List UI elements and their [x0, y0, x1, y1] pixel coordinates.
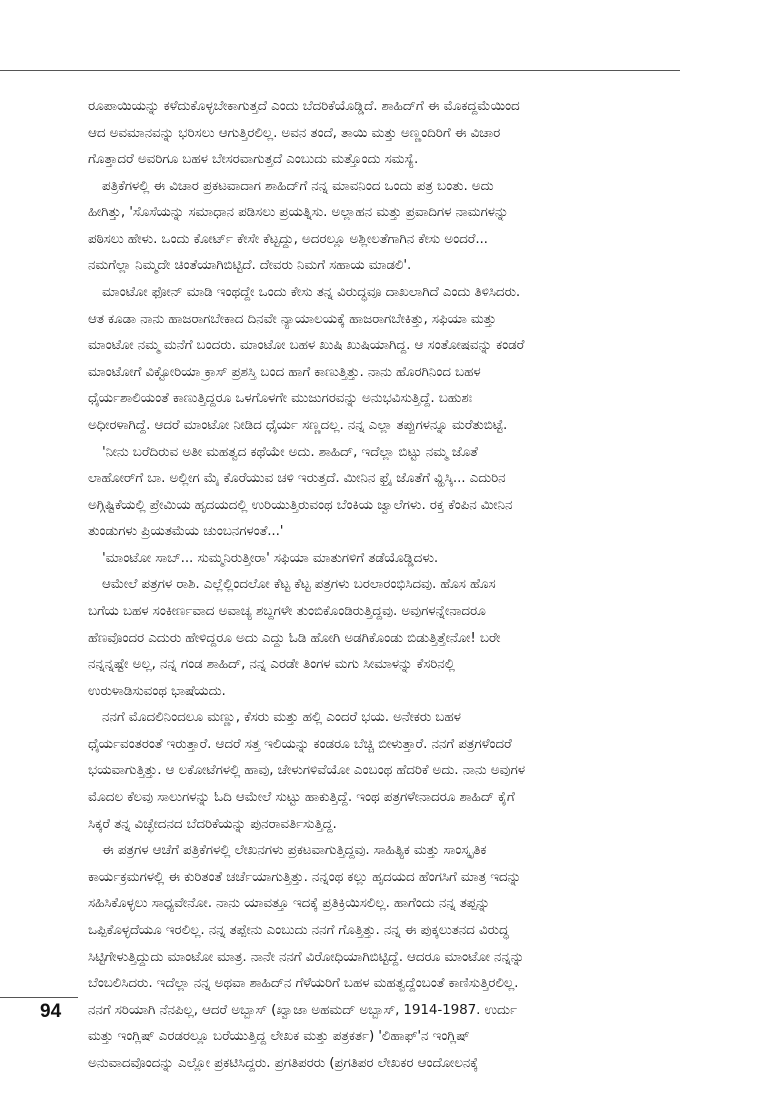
text-line: ಸಿಕ್ಕರೆ ತನ್ನ ವಿಚ್ಛೇದನದ ಬೆದರಿಕೆಯನ್ನು ಪುನರಾವರ್ತಿಸುತ್ತಿದ್ದ.: [88, 815, 337, 832]
text-line: ಮತ್ತು ಇಂಗ್ಲಿಷ್ ಎರಡರಲ್ಲೂ ಬರೆಯುತ್ತಿದ್ದ ಲೇಖಕ ಮತ್ತು ಪತ್ರಕರ್ತ) 'ಲಿಹಾಫ್'ನ ಇಂಗ್ಲಿಷ್: [88, 1028, 470, 1045]
text-line: ನನಗೆ ಸರಿಯಾಗಿ ನೆನಪಿಲ್ಲ, ಆದರೆ ಅಬ್ಬಾಸ್ (ಖ್ವಾಜಾ ಅಹಮದ್ ಅಬ್ಬಾಸ್, 1914-1987. ಉರ್ದು: [88, 1001, 517, 1018]
text-line: ಬಗೆಯ ಬಹಳ ಸಂಕೀರ್ಣವಾದ ಅವಾಚ್ಯ ಶಬ್ದಗಳೇ ತುಂಬಿಕೊಂಡಿರುತ್ತಿದ್ದವು. ಅವುಗಳನ್ನೇನಾದರೂ: [88, 602, 486, 619]
text-line: ಧೈರ್ಯಶಾಲಿಯಂತೆ ಕಾಣುತ್ತಿದ್ದರೂ ಒಳಗೊಳಗೇ ಮುಜುಗರವನ್ನು ಅನುಭವಿಸುತ್ತಿದ್ದೆ. ಬಹುಶಃ: [88, 390, 473, 407]
text-line: ಮಾಂಟೋ ನಮ್ಮ ಮನೆಗೆ ಬಂದರು. ಮಾಂಟೋ ಬಹಳ ಖುಷಿ ಖುಷಿಯಾಗಿದ್ದ. ಆ ಸಂತೋಷವನ್ನು ಕಂಡರೆ: [88, 337, 525, 354]
text-line: ಆತ ಕೂಡಾ ನಾನು ಹಾಜರಾಗಬೇಕಾದ ದಿನವೇ ನ್ಯಾಯಾಲಯಕ್ಕೆ ಹಾಜರಾಗಬೇಕಿತ್ತು, ಸಫಿಯಾ ಮತ್ತು: [88, 310, 497, 327]
text-line: ಸಿಟ್ಟಿಗೇಳುತ್ತಿದ್ದುದು ಮಾಂಟೋ ಮಾತ್ರ. ನಾನೇ ನನಗೆ ವಿರೋಧಿಯಾಗಿಬಿಟ್ಟಿದ್ದೆ. ಆದರೂ ಮಾಂಟೋ ನನ್ನನ್ನು: [88, 948, 525, 965]
page-number: 94: [40, 1001, 62, 1022]
text-line: ಅಧೀರಳಾಗಿದ್ದೆ. ಆದರೆ ಮಾಂಟೋ ನೀಡಿದ ಧೈರ್ಯ ಸಣ್ಣದಲ್ಲ. ನನ್ನ ಎಲ್ಲಾ ತಪ್ಪುಗಳನ್ನೂ ಮರೆತುಬಿಟ್ಟೆ.: [88, 416, 508, 433]
text-line: ಭಯವಾಗುತ್ತಿತ್ತು. ಆ ಲಕೋಟೆಗಳಲ್ಲಿ ಹಾವು, ಚೇಳುಗಳಿವೆಯೋ ಎಂಬಂಥ ಹೆದರಿಕೆ ಅದು. ನಾನು ಅವುಗಳ: [88, 762, 525, 779]
text-line: ಸಹಿಸಿಕೊಳ್ಳಲು ಸಾಧ್ಯವೇನೋ. ನಾನು ಯಾವತ್ತೂ ಇದಕ್ಕೆ ಪ್ರತಿಕ್ರಿಯಿಸಲಿಲ್ಲ. ಹಾಗೆಂದು ನನ್ನ ತಪ್ಪನ್ನು: [88, 895, 490, 912]
text-line: ಗೊತ್ತಾದರೆ ಅವರಿಗೂ ಬಹಳ ಬೇಸರವಾಗುತ್ತದೆ ಎಂಬುದು ಮತ್ತೊಂದು ಸಮಸ್ಯೆ.: [88, 151, 419, 168]
text-line: ಕಾರ್ಯಕ್ರಮಗಳಲ್ಲಿ ಈ ಕುರಿತಂತೆ ಚರ್ಚೆಯಾಗುತ್ತಿತ್ತು. ನನ್ನಂಥ ಕಲ್ಲು ಹೃದಯದ ಹೆಂಗಸಿಗೆ ಮಾತ್ರ ಇದನ್ನು: [88, 868, 522, 885]
text-line: ಹೆಣವೊಂದರ ಎದುರು ಹೇಳಿದ್ದರೂ ಅದು ಎದ್ದು ಓಡಿ ಹೋಗಿ ಅಡಗಿಕೊಂಡು ಬಿಡುತ್ತಿತ್ತೇನೋ! ಬರೇ: [88, 629, 501, 646]
text-line: ರೂಪಾಯಿಯನ್ನು ಕಳೆದುಕೊಳ್ಳಬೇಕಾಗುತ್ತದೆ ಎಂದು ಬೆದರಿಕೆಯೊಡ್ಡಿದೆ. ಶಾಹಿದ್‌ಗೆ ಈ ಮೊಕದ್ದಮೆಯಿಂದ: [88, 98, 520, 114]
footer-rule: [0, 997, 78, 998]
text-line: ಮಾಂಟೋ ಫೋನ್ ಮಾಡಿ ಇಂಥದ್ದೇ ಒಂದು ಕೇಸು ತನ್ನ ವಿರುದ್ಧವೂ ದಾಖಲಾಗಿದೆ ಎಂದು ತಿಳಿಸಿದರು.: [102, 284, 521, 301]
text-line: ಲಾಹೋರ್‌ಗೆ ಬಾ. ಅಲ್ಲೀಗ ಮೈ ಕೊರೆಯುವ ಚಳಿ ಇರುತ್ತದೆ. ಮೀನಿನ ಫ್ರೈ ಜೊತೆಗೆ ವ್ಹಿಸ್ಕಿ... ಎದುರಿನ: [88, 470, 506, 487]
text-line: ಪಠಿಸಲು ಹೇಳು. ಒಂದು ಕೋರ್ಟ್ ಕೇಸೇ ಕೆಟ್ಟದ್ದು, ಅದರಲ್ಲೂ ಅಶ್ಲೀಲತೆಗಾಗಿನ ಕೇಸು ಅಂದರೆ...: [88, 230, 488, 247]
text-line: 'ಮಾಂಟೋ ಸಾಬ್... ಸುಮ್ಮನಿರುತ್ತೀರಾ' ಸಫಿಯಾ ಮಾತುಗಳಿಗೆ ತಡೆಯೊಡ್ಡಿದಳು.: [102, 549, 439, 566]
text-line: ಮೊದಲ ಕೆಲವು ಸಾಲುಗಳನ್ನು ಓದಿ ಆಮೇಲೆ ಸುಟ್ಟು ಹಾಕುತ್ತಿದ್ದೆ. ಇಂಥ ಪತ್ರಗಳೇನಾದರೂ ಶಾಹಿದ್ ಕೈಗೆ: [88, 789, 515, 806]
text-line: ಪತ್ರಿಕೆಗಳಲ್ಲಿ ಈ ವಿಚಾರ ಪ್ರಕಟವಾದಾಗ ಶಾಹಿದ್‌ಗೆ ನನ್ನ ಮಾವನಿಂದ ಒಂದು ಪತ್ರ ಬಂತು. ಅದು: [102, 177, 494, 194]
text-line: ಒಪ್ಪಿಕೊಳ್ಳದೆಯೂ ಇರಲಿಲ್ಲ. ನನ್ನ ತಪ್ಪೇನು ಎಂಬುದು ನನಗೆ ಗೊತ್ತಿತ್ತು. ನನ್ನ ಈ ಪುಕ್ಕಲುತನದ ವಿರುದ್ಧ: [88, 921, 509, 938]
text-line: ಮಾಂಟೋಗೆ ವಿಕ್ಟೋರಿಯಾ ಕ್ರಾಸ್ ಪ್ರಶಸ್ತಿ ಬಂದ ಹಾಗೆ ಕಾಣುತ್ತಿತ್ತು. ನಾನು ಹೊರಗಿನಿಂದ ಬಹಳ: [88, 363, 481, 380]
header-rule: [0, 70, 680, 71]
text-line: ಈ ಪತ್ರಗಳ ಆಚೆಗೆ ಪತ್ರಿಕೆಗಳಲ್ಲಿ ಲೇಖನಗಳು ಪ್ರಕಟವಾಗುತ್ತಿದ್ದವು. ಸಾಹಿತ್ಯಿಕ ಮತ್ತು ಸಾಂಸ್ಕೃತಿಕ: [102, 842, 487, 859]
text-line: ಅಗ್ಗಿಷ್ಟಿಕೆಯಲ್ಲಿ ಪ್ರೇಮಿಯ ಹೃದಯದಲ್ಲಿ ಉರಿಯುತ್ತಿರುವಂಥ ಬೆಂಕಿಯ ಜ್ವಾಲೆಗಳು. ರಕ್ತ ಕೆಂಪಿನ ಮೀನಿನ: [88, 496, 513, 513]
text-line: ಆದ ಅವಮಾನವನ್ನು ಭರಿಸಲು ಆಗುತ್ತಿರಲಿಲ್ಲ. ಅವನ ತಂದೆ, ತಾಯಿ ಮತ್ತು ಅಣ್ಣಂದಿರಿಗೆ ಈ ವಿಚಾರ: [88, 124, 501, 141]
text-line: ನನಗೆ ಮೊದಲಿನಿಂದಲೂ ಮಣ್ಣು, ಕೆಸರು ಮತ್ತು ಹಲ್ಲಿ ಎಂದರೆ ಭಯ. ಅನೇಕರು ಬಹಳ: [102, 709, 461, 726]
text-line: ಉರುಳಾಡಿಸುವಂಥ ಭಾಷೆಯದು.: [88, 682, 226, 699]
text-line: ನಮಗೆಲ್ಲಾ ನಿಮ್ಮದೇ ಚಿಂತೆಯಾಗಿಬಿಟ್ಟಿದೆ. ದೇವರು ನಿಮಗೆ ಸಹಾಯ ಮಾಡಲಿ'.: [88, 257, 412, 274]
text-line: ನನ್ನನ್ನಷ್ಟೇ ಅಲ್ಲ, ನನ್ನ ಗಂಡ ಶಾಹಿದ್, ನನ್ನ ಎರಡೇ ತಿಂಗಳ ಮಗು ಸೀಮಾಳನ್ನು ಕೆಸರಿನಲ್ಲಿ: [88, 656, 455, 673]
text-line: ತುಂಡುಗಳು ಪ್ರಿಯತಮೆಯ ಚುಂಬನಗಳಂತೆ...': [88, 523, 284, 540]
text-line: ಹೀಗಿತ್ತು, 'ಸೊಸೆಯನ್ನು ಸಮಾಧಾನ ಪಡಿಸಲು ಪ್ರಯತ್ನಿಸು. ಅಲ್ಲಾಹನ ಮತ್ತು ಪ್ರವಾದಿಗಳ ನಾಮಗಳನ್ನು: [88, 204, 509, 221]
body-text: [88, 93, 683, 1076]
text-line: ಅನುವಾದವೊಂದನ್ನು ಎಲ್ಲೋ ಪ್ರಕಟಿಸಿದ್ದರು. ಪ್ರಗತಿಪರರು (ಪ್ರಗತಿಪರ ಲೇಖಕರ ಆಂದೋಲನಕ್ಕೆ: [88, 1054, 479, 1071]
text-line: ಧೈರ್ಯವಂತರಂತೆ ಇರುತ್ತಾರೆ. ಆದರೆ ಸತ್ತ ಇಲಿಯನ್ನು ಕಂಡರೂ ಬೆಚ್ಚಿ ಬೀಳುತ್ತಾರೆ. ನನಗೆ ಪತ್ರಗಳೆಂದರೆ: [88, 735, 512, 752]
text-line: ಬೆಂಬಲಿಸಿದರು. ಇದೆಲ್ಲಾ ನನ್ನ ಅಥವಾ ಶಾಹಿದ್‌ನ ಗೆಳೆಯರಿಗೆ ಬಹಳ ಮಹತ್ವದ್ದೆಂಬಂತೆ ಕಾಣಿಸುತ್ತಿರಲಿಲ್ಲ.: [88, 975, 519, 992]
text-line: ಆಮೇಲೆ ಪತ್ರಗಳ ರಾಶಿ. ಎಲ್ಲೆಲ್ಲಿಂದಲೋ ಕೆಟ್ಟ ಕೆಟ್ಟ ಪತ್ರಗಳು ಬರಲಾರಂಭಿಸಿದವು. ಹೊಸ ಹೊಸ: [102, 576, 496, 593]
text-line: 'ನೀನು ಬರೆದಿರುವ ಅತೀ ಮಹತ್ವದ ಕಥೆಯೇ ಅದು. ಶಾಹಿದ್, ಇದೆಲ್ಲಾ ಬಿಟ್ಟು ನಮ್ಮ ಜೊತೆ: [102, 443, 478, 460]
